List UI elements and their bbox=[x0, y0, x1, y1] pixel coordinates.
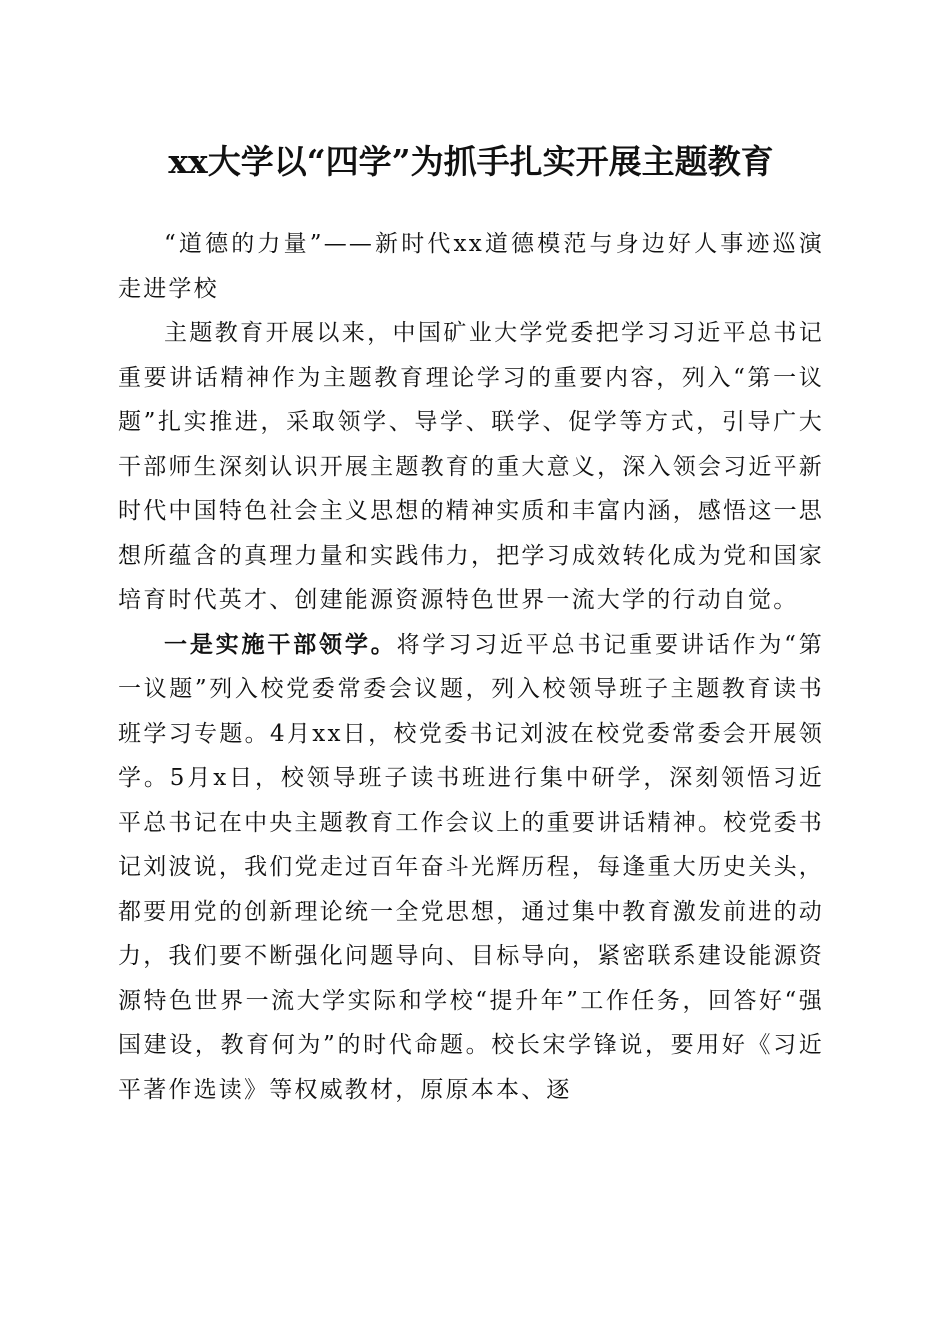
subtitle-paragraph: “道德的力量”——新时代xx道德模范与身边好人事迹巡演走进学校 bbox=[118, 231, 824, 302]
leadership-study-paragraph bbox=[118, 623, 824, 1113]
document-body bbox=[118, 222, 824, 1112]
paragraph-lead-heading: 一是实施干部领学。 bbox=[164, 630, 397, 658]
document-title: xx大学以“四学”为抓手扎实开展主题教育 bbox=[168, 142, 774, 181]
paragraph-body-text: 将学习习近平总书记重要讲话作为“第一议题”列入校党委常委会议题，列入校领导班子主题教育读书班学习专题。4月xx日，校党委书记刘波在校党委常委会开展领学。5月x日，校领导班子读书班进行集中研学，深刻领悟习近平总书记在中央主题教育工作会议上的重要讲话精神。校党委书记刘波说，我们党走过百年奋斗光辉历程，每逢重大历史关头，都要用党的创新理论统一全党思想，通过集中教育激发前进的动力，我们要不断强化问题导向、目标导向，紧密联系建设能源资源特色世界一流大学实际和学校“提升年”工作任务，回答好“强国建设，教育何为”的时代命题。校长宋学锋说，要用好《习近平著作选读》等权威教材，原原本本、逐 bbox=[118, 631, 824, 1103]
document-page bbox=[118, 132, 824, 1112]
intro-paragraph: 主题教育开展以来，中国矿业大学党委把学习习近平总书记重要讲话精神作为主题教育理论学习的重要内容，列入“第一议题”扎实推进，采取领学、导学、联学、促学等方式，引导广大干部师生深刻认识开展主题教育的重大意义，深入领会习近平新时代中国特色社会主义思想的精神实质和丰富内涵，感悟这一思想所蕴含的真理力量和实践伟力，把学习成效转化成为党和国家培育时代英才、创建能源资源特色世界一流大学的行动自觉。 bbox=[118, 320, 824, 613]
